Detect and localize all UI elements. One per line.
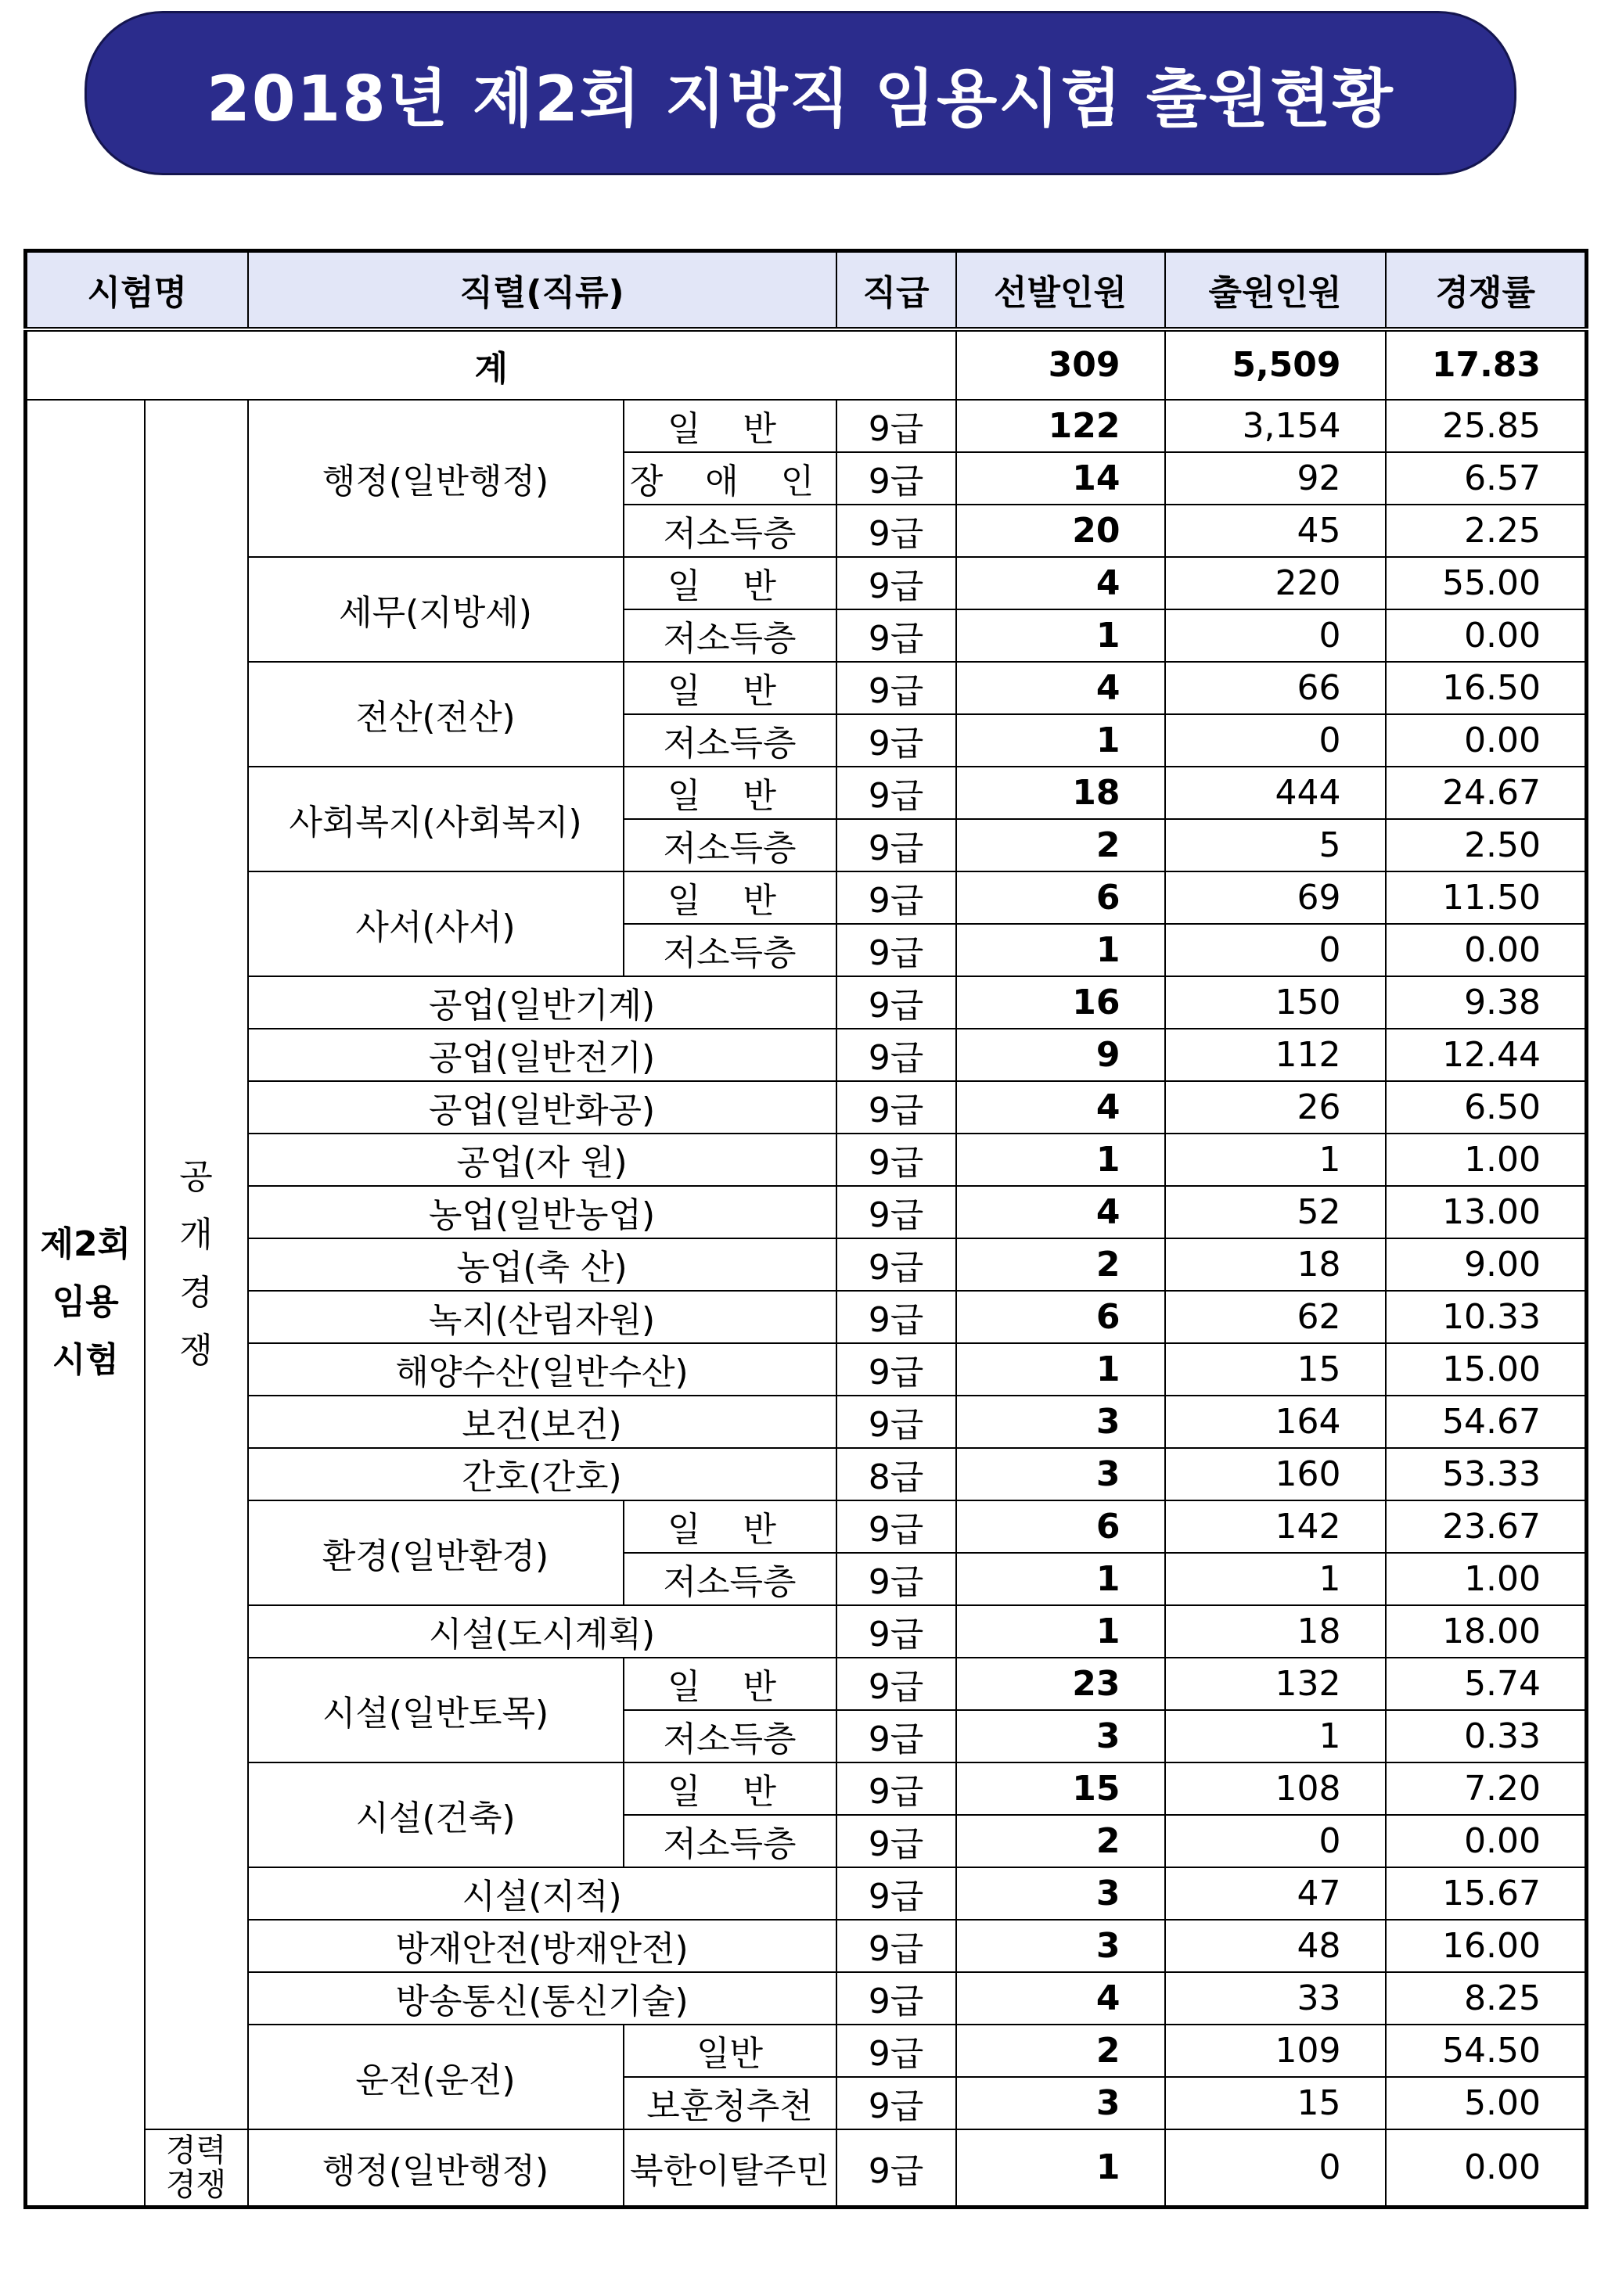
series-cell: 방재안전(방재안전): [248, 1920, 836, 1972]
sub-series-cell: 일 반: [624, 871, 836, 924]
selected-cell: 122: [956, 400, 1165, 452]
series-cell: 세무(지방세): [248, 557, 624, 662]
applied-cell: 1: [1165, 1710, 1386, 1762]
sub-series-cell: 장 애 인: [624, 452, 836, 505]
rate-cell: 12.44: [1386, 1029, 1587, 1081]
grade-cell: 9급: [836, 1291, 956, 1343]
grade-cell: 9급: [836, 1343, 956, 1396]
rate-cell: 25.85: [1386, 400, 1587, 452]
series-cell: 공업(자 원): [248, 1134, 836, 1186]
grade-cell: 8급: [836, 1448, 956, 1500]
header-selected: 선발인원: [956, 251, 1165, 329]
table-row: [26, 1972, 1587, 2025]
series-cell: 환경(일반환경): [248, 1500, 624, 1605]
table-row: [26, 1029, 1587, 1081]
applied-cell: 1: [1165, 1553, 1386, 1605]
series-cell: 공업(일반기계): [248, 976, 836, 1029]
selected-cell: 16: [956, 976, 1165, 1029]
selected-cell: 20: [956, 505, 1165, 557]
series-cell: 농업(일반농업): [248, 1186, 836, 1238]
applied-cell: 444: [1165, 767, 1386, 819]
applied-cell: 150: [1165, 976, 1386, 1029]
rate-cell: 5.74: [1386, 1658, 1587, 1710]
table-row: [26, 1238, 1587, 1291]
sub-series-cell: 일 반: [624, 400, 836, 452]
series-cell: 시설(일반토목): [248, 1658, 624, 1762]
grade-cell: 9급: [836, 505, 956, 557]
applied-cell: 69: [1165, 871, 1386, 924]
grade-cell: 9급: [836, 2025, 956, 2077]
open-competition-char: 개: [179, 1215, 213, 1255]
rate-cell: 24.67: [1386, 767, 1587, 819]
applied-cell: 26: [1165, 1081, 1386, 1134]
table-row: [26, 871, 1587, 924]
table-row: [26, 1867, 1587, 1920]
rate-cell: 9.00: [1386, 1238, 1587, 1291]
rate-cell: 5.00: [1386, 2077, 1587, 2129]
title-banner: [85, 11, 1516, 175]
applied-cell: 18: [1165, 1605, 1386, 1658]
header-exam: 시험명: [26, 251, 248, 329]
sub-series-cell: 일 반: [624, 1762, 836, 1815]
sub-series-cell: 저소득층: [624, 714, 836, 767]
rate-cell: 0.00: [1386, 609, 1587, 662]
series-cell: 사서(사서): [248, 871, 624, 976]
rate-cell: 54.50: [1386, 2025, 1587, 2077]
rate-cell: 15.00: [1386, 1343, 1587, 1396]
sub-series-cell: 보훈청추천: [624, 2077, 836, 2129]
sub-series-cell: 저소득층: [624, 505, 836, 557]
sub-series-cell: 북한이탈주민: [624, 2129, 836, 2208]
selected-cell: 23: [956, 1658, 1165, 1710]
selected-cell: 1: [956, 1343, 1165, 1396]
rate-cell: 10.33: [1386, 1291, 1587, 1343]
header-applied: 출원인원: [1165, 251, 1386, 329]
applied-cell: 109: [1165, 2025, 1386, 2077]
applied-cell: 52: [1165, 1186, 1386, 1238]
career-row: [26, 2129, 1587, 2208]
rate-cell: 18.00: [1386, 1605, 1587, 1658]
grade-cell: 9급: [836, 2129, 956, 2208]
exam-name-line: 시험: [52, 1340, 119, 1381]
grade-cell: 9급: [836, 1553, 956, 1605]
grade-cell: 9급: [836, 2077, 956, 2129]
table-row: [26, 1081, 1587, 1134]
applied-cell: 15: [1165, 2077, 1386, 2129]
sub-series-cell: 저소득층: [624, 1710, 836, 1762]
selected-cell: 4: [956, 557, 1165, 609]
applied-cell: 45: [1165, 505, 1386, 557]
selected-cell: 9: [956, 1029, 1165, 1081]
grade-cell: 9급: [836, 1500, 956, 1553]
applied-cell: 48: [1165, 1920, 1386, 1972]
header-row: [26, 251, 1587, 329]
series-cell: 공업(일반전기): [248, 1029, 836, 1081]
exam-name-line: 임용: [52, 1282, 119, 1323]
selected-cell: 6: [956, 871, 1165, 924]
selected-cell: 1: [956, 1605, 1165, 1658]
applied-cell: 220: [1165, 557, 1386, 609]
selected-cell: 4: [956, 1972, 1165, 2025]
grade-cell: 9급: [836, 1134, 956, 1186]
grade-cell: 9급: [836, 819, 956, 871]
table-row: [26, 2025, 1587, 2077]
grade-cell: 9급: [836, 1396, 956, 1448]
selected-cell: 1: [956, 714, 1165, 767]
rate-cell: 6.50: [1386, 1081, 1587, 1134]
applied-cell: 66: [1165, 662, 1386, 714]
applied-cell: 160: [1165, 1448, 1386, 1500]
applied-cell: 142: [1165, 1500, 1386, 1553]
selected-cell: 2: [956, 2025, 1165, 2077]
grade-cell: 9급: [836, 609, 956, 662]
grade-cell: 9급: [836, 1238, 956, 1291]
rate-cell: 16.50: [1386, 662, 1587, 714]
series-cell: 농업(축 산): [248, 1238, 836, 1291]
table-row: [26, 976, 1587, 1029]
open-competition-cell: [145, 400, 248, 2129]
series-cell: 행정(일반행정): [248, 2129, 624, 2208]
selected-cell: 2: [956, 819, 1165, 871]
table-row: [26, 1762, 1587, 1815]
grade-cell: 9급: [836, 1658, 956, 1710]
selected-cell: 14: [956, 452, 1165, 505]
total-applied: 5,509: [1165, 329, 1386, 400]
sub-series-cell: 일 반: [624, 1658, 836, 1710]
sub-series-cell: 저소득층: [624, 819, 836, 871]
grade-cell: 9급: [836, 452, 956, 505]
series-cell: 녹지(산림자원): [248, 1291, 836, 1343]
table-row: [26, 1396, 1587, 1448]
applied-cell: 47: [1165, 1867, 1386, 1920]
series-cell: 사회복지(사회복지): [248, 767, 624, 871]
grade-cell: 9급: [836, 1762, 956, 1815]
grade-cell: 9급: [836, 1081, 956, 1134]
selected-cell: 6: [956, 1500, 1165, 1553]
selected-cell: 1: [956, 2129, 1165, 2208]
selected-cell: 1: [956, 924, 1165, 976]
rate-cell: 2.25: [1386, 505, 1587, 557]
applied-cell: 0: [1165, 609, 1386, 662]
open-competition-char: 공: [179, 1157, 213, 1197]
rate-cell: 2.50: [1386, 819, 1587, 871]
sub-series-cell: 일반: [624, 2025, 836, 2077]
rate-cell: 23.67: [1386, 1500, 1587, 1553]
series-cell: 공업(일반화공): [248, 1081, 836, 1134]
selected-cell: 3: [956, 1920, 1165, 1972]
table-row: [26, 1186, 1587, 1238]
grade-cell: 9급: [836, 557, 956, 609]
applied-cell: 108: [1165, 1762, 1386, 1815]
series-cell: 시설(지적): [248, 1867, 836, 1920]
applied-cell: 33: [1165, 1972, 1386, 2025]
table-row: [26, 1343, 1587, 1396]
rate-cell: 55.00: [1386, 557, 1587, 609]
career-competition-cell: [145, 2129, 248, 2208]
open-competition-char: 경: [179, 1273, 213, 1313]
grade-cell: 9급: [836, 976, 956, 1029]
rate-cell: 54.67: [1386, 1396, 1587, 1448]
series-cell: 운전(운전): [248, 2025, 624, 2129]
selected-cell: 6: [956, 1291, 1165, 1343]
selected-cell: 4: [956, 662, 1165, 714]
rate-cell: 0.33: [1386, 1710, 1587, 1762]
applied-cell: 0: [1165, 2129, 1386, 2208]
selected-cell: 1: [956, 1134, 1165, 1186]
series-cell: 보건(보건): [248, 1396, 836, 1448]
grade-cell: 9급: [836, 1029, 956, 1081]
table-row: [26, 400, 1587, 452]
table-row: [26, 1500, 1587, 1553]
table-row: [26, 767, 1587, 819]
applicant-status-table: [23, 249, 1588, 2209]
grade-cell: 9급: [836, 1815, 956, 1867]
series-cell: 해양수산(일반수산): [248, 1343, 836, 1396]
rate-cell: 16.00: [1386, 1920, 1587, 1972]
applied-cell: 0: [1165, 714, 1386, 767]
rate-cell: 0.00: [1386, 714, 1587, 767]
grade-cell: 9급: [836, 1972, 956, 2025]
sub-series-cell: 일 반: [624, 1500, 836, 1553]
applied-cell: 62: [1165, 1291, 1386, 1343]
total-label: 계: [26, 329, 956, 400]
applied-cell: 1: [1165, 1134, 1386, 1186]
sub-series-cell: 저소득층: [624, 924, 836, 976]
table-row: [26, 662, 1587, 714]
grade-cell: 9급: [836, 1920, 956, 1972]
selected-cell: 2: [956, 1815, 1165, 1867]
total-selected: 309: [956, 329, 1165, 400]
open-competition-char: 쟁: [179, 1331, 213, 1371]
rate-cell: 15.67: [1386, 1867, 1587, 1920]
series-cell: 방송통신(통신기술): [248, 1972, 836, 2025]
selected-cell: 3: [956, 1710, 1165, 1762]
rate-cell: 7.20: [1386, 1762, 1587, 1815]
applied-cell: 0: [1165, 924, 1386, 976]
series-cell: 시설(건축): [248, 1762, 624, 1867]
header-series: 직렬(직류): [248, 251, 836, 329]
selected-cell: 4: [956, 1186, 1165, 1238]
exam-name-line: 제2회: [40, 1224, 131, 1265]
selected-cell: 3: [956, 1396, 1165, 1448]
grade-cell: 9급: [836, 924, 956, 976]
applied-cell: 164: [1165, 1396, 1386, 1448]
selected-cell: 3: [956, 1867, 1165, 1920]
table-row: [26, 1605, 1587, 1658]
sub-series-cell: 일 반: [624, 557, 836, 609]
header-rate: 경쟁률: [1386, 251, 1587, 329]
rate-cell: 9.38: [1386, 976, 1587, 1029]
page-title: 2018년 제2회 지방직 임용시험 출원현황: [207, 62, 1394, 135]
table-row: [26, 1291, 1587, 1343]
grade-cell: 9급: [836, 767, 956, 819]
applied-cell: 132: [1165, 1658, 1386, 1710]
applied-cell: 3,154: [1165, 400, 1386, 452]
selected-cell: 15: [956, 1762, 1165, 1815]
grade-cell: 9급: [836, 1605, 956, 1658]
rate-cell: 0.00: [1386, 1815, 1587, 1867]
rate-cell: 13.00: [1386, 1186, 1587, 1238]
grade-cell: 9급: [836, 1867, 956, 1920]
sub-series-cell: 저소득층: [624, 1553, 836, 1605]
series-cell: 전산(전산): [248, 662, 624, 767]
applied-cell: 92: [1165, 452, 1386, 505]
sub-series-cell: 일 반: [624, 662, 836, 714]
selected-cell: 1: [956, 1553, 1165, 1605]
sub-series-cell: 저소득층: [624, 1815, 836, 1867]
table-row: [26, 557, 1587, 609]
rate-cell: 8.25: [1386, 1972, 1587, 2025]
selected-cell: 18: [956, 767, 1165, 819]
rate-cell: 1.00: [1386, 1553, 1587, 1605]
applied-cell: 18: [1165, 1238, 1386, 1291]
table-row: [26, 1658, 1587, 1710]
rate-cell: 11.50: [1386, 871, 1587, 924]
grade-cell: 9급: [836, 400, 956, 452]
selected-cell: 2: [956, 1238, 1165, 1291]
sub-series-cell: 일 반: [624, 767, 836, 819]
grade-cell: 9급: [836, 714, 956, 767]
grade-cell: 9급: [836, 871, 956, 924]
table-row: [26, 1134, 1587, 1186]
series-cell: 간호(간호): [248, 1448, 836, 1500]
applied-cell: 112: [1165, 1029, 1386, 1081]
series-cell: 행정(일반행정): [248, 400, 624, 557]
grade-cell: 9급: [836, 662, 956, 714]
total-row: [26, 329, 1587, 400]
rate-cell: 0.00: [1386, 2129, 1587, 2208]
career-competition-line: 경력: [165, 2132, 227, 2168]
exam-name-cell: [26, 400, 145, 2208]
table-row: [26, 1920, 1587, 1972]
rate-cell: 53.33: [1386, 1448, 1587, 1500]
applied-cell: 0: [1165, 1815, 1386, 1867]
applied-cell: 5: [1165, 819, 1386, 871]
career-competition-line: 경쟁: [165, 2166, 227, 2203]
selected-cell: 4: [956, 1081, 1165, 1134]
table-row: [26, 1448, 1587, 1500]
header-grade: 직급: [836, 251, 956, 329]
grade-cell: 9급: [836, 1710, 956, 1762]
series-cell: 시설(도시계획): [248, 1605, 836, 1658]
total-rate: 17.83: [1386, 329, 1587, 400]
selected-cell: 3: [956, 1448, 1165, 1500]
sub-series-cell: 저소득층: [624, 609, 836, 662]
rate-cell: 0.00: [1386, 924, 1587, 976]
selected-cell: 3: [956, 2077, 1165, 2129]
rate-cell: 6.57: [1386, 452, 1587, 505]
grade-cell: 9급: [836, 1186, 956, 1238]
rate-cell: 1.00: [1386, 1134, 1587, 1186]
applied-cell: 15: [1165, 1343, 1386, 1396]
selected-cell: 1: [956, 609, 1165, 662]
